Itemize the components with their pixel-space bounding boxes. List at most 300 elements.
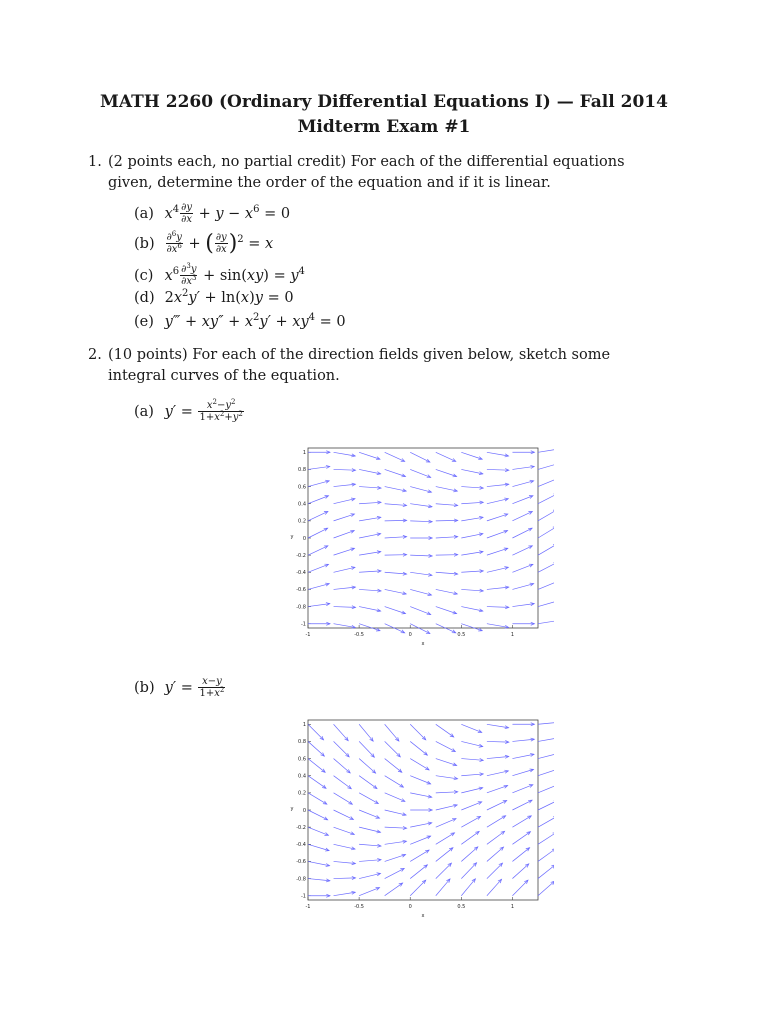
direction-arrow	[512, 769, 533, 776]
arrow-shaft	[385, 776, 404, 787]
arrow-shaft	[436, 863, 452, 878]
direction-arrow	[538, 527, 554, 538]
arrow-shaft	[436, 805, 457, 810]
direction-arrow	[385, 759, 402, 773]
direction-arrow	[308, 583, 329, 589]
direction-arrow	[538, 784, 554, 792]
arrow-shaft	[410, 850, 429, 861]
arrow-shaft	[436, 819, 456, 828]
direction-arrow	[385, 868, 405, 878]
arrow-head	[451, 833, 455, 836]
direction-arrow	[308, 724, 324, 740]
arrow-shaft	[512, 832, 530, 845]
direction-arrow	[308, 776, 326, 789]
arrow-shaft	[538, 738, 554, 742]
direction-arrow	[436, 469, 457, 476]
direction-arrow	[512, 564, 533, 572]
direction-arrow	[538, 581, 554, 589]
arrow-shaft	[512, 880, 528, 896]
arrow-shaft	[538, 865, 554, 879]
x-tick-label: 1	[510, 904, 515, 910]
direction-arrow	[385, 519, 407, 522]
y-tick-label: 0.6	[298, 484, 306, 491]
exam-title: MATH 2260 (Ordinary Differential Equations I) — Fall 2014	[100, 92, 668, 112]
direction-arrow	[538, 881, 554, 896]
direction-arrow	[436, 776, 458, 780]
direction-arrow	[385, 826, 407, 829]
arrow-shaft	[538, 881, 554, 896]
arrow-shaft	[385, 537, 407, 538]
y-tick-label: -0.6	[296, 859, 306, 866]
arrow-shaft	[410, 741, 427, 755]
direction-arrow	[410, 759, 429, 770]
arrow-shaft	[334, 759, 351, 773]
arrow-shaft	[487, 879, 502, 895]
q2-part-a-label: (a)	[134, 403, 154, 420]
direction-arrow	[334, 741, 350, 756]
direction-arrow	[436, 833, 455, 844]
arrow-shaft	[334, 844, 355, 849]
arrow-shaft	[308, 759, 325, 773]
direction-arrow	[487, 785, 508, 793]
arrow-shaft	[308, 511, 328, 520]
direction-arrow	[410, 504, 432, 508]
q1-part-e-equation: y‴ + $xy'' + x^2y' + xy^4 = 0$	[164, 312, 346, 330]
x-tick-label: 0	[408, 632, 412, 638]
direction-arrow	[436, 863, 452, 878]
direction-arrow	[410, 487, 431, 493]
arrow-head	[348, 801, 352, 804]
y-axis-label: y	[290, 806, 294, 812]
y-tick-label: 0.6	[298, 756, 306, 763]
arrow-shaft	[487, 863, 503, 878]
x-tick-label: 0.5	[457, 632, 466, 638]
arrow-shaft	[512, 528, 532, 538]
direction-arrow	[359, 570, 381, 573]
arrow-shaft	[410, 504, 432, 507]
direction-arrow	[410, 536, 432, 539]
direction-arrow	[461, 831, 479, 844]
arrow-shaft	[538, 620, 554, 623]
direction-arrow	[410, 589, 431, 595]
y-tick-label: 0	[302, 535, 306, 542]
arrow-shaft	[334, 607, 356, 608]
direction-arrow	[538, 544, 554, 555]
direction-arrow	[359, 551, 381, 555]
direction-arrow	[512, 480, 533, 486]
arrow-shaft	[538, 722, 554, 724]
direction-arrow	[461, 624, 482, 631]
arrow-shaft	[538, 544, 554, 555]
direction-arrow	[410, 572, 432, 576]
direction-arrow	[538, 448, 554, 452]
arrow-shaft	[461, 847, 478, 862]
direction-arrow	[359, 533, 381, 538]
direction-arrow	[512, 528, 532, 538]
direction-arrow	[538, 478, 554, 486]
x-tick-label: -1	[305, 904, 311, 910]
y-tick-label: 0	[302, 807, 306, 814]
arrow-shaft	[487, 499, 508, 504]
direction-arrow	[385, 504, 407, 507]
x-tick-label: 0.5	[457, 904, 466, 910]
direction-arrow	[461, 879, 475, 896]
direction-arrow	[538, 619, 554, 623]
direction-arrow	[308, 511, 328, 520]
arrow-shaft	[487, 786, 508, 793]
arrow-shaft	[334, 793, 353, 804]
direction-arrow	[308, 827, 328, 835]
direction-arrow	[461, 847, 478, 862]
x-tick-label: -1	[305, 632, 311, 638]
direction-arrow	[512, 583, 533, 589]
arrow-shaft	[436, 537, 458, 538]
arrow-shaft	[487, 514, 508, 521]
direction-arrow	[410, 607, 430, 615]
arrow-shaft	[538, 478, 554, 486]
direction-arrow	[538, 865, 554, 879]
direction-arrow	[308, 861, 330, 866]
direction-arrow	[538, 721, 554, 724]
arrow-shaft	[359, 810, 379, 818]
direction-arrow	[308, 564, 329, 572]
direction-arrow	[359, 873, 380, 879]
direction-arrow	[308, 465, 330, 469]
arrow-shaft	[334, 499, 355, 504]
direction-arrow	[512, 603, 534, 607]
direction-arrow	[538, 510, 554, 521]
arrow-shaft	[359, 741, 374, 757]
arrow-shaft	[385, 607, 406, 614]
arrow-shaft	[461, 879, 475, 896]
direction-arrow	[359, 887, 379, 895]
arrow-shaft	[512, 816, 531, 827]
arrow-shaft	[359, 624, 380, 631]
direction-arrow	[308, 844, 329, 851]
arrow-shaft	[385, 793, 405, 802]
y-tick-label: 0.4	[298, 773, 306, 780]
direction-arrow	[487, 755, 509, 758]
y-tick-label: 0.8	[298, 739, 306, 746]
arrow-shaft	[538, 832, 554, 844]
direction-arrow	[461, 724, 481, 732]
direction-arrow	[538, 463, 554, 470]
direction-arrow	[461, 773, 483, 776]
arrow-shaft	[308, 776, 326, 789]
direction-arrow	[436, 790, 458, 793]
arrow-shaft	[538, 753, 554, 758]
direction-arrow	[461, 741, 482, 747]
direction-arrow	[410, 880, 426, 896]
direction-arrow	[487, 831, 505, 844]
direction-arrow	[487, 452, 509, 457]
y-tick-label: 1	[302, 722, 306, 729]
arrow-shaft	[359, 724, 373, 741]
arrow-shaft	[308, 584, 329, 590]
arrow-shaft	[538, 494, 554, 504]
direction-arrow	[512, 546, 532, 555]
direction-arrow	[308, 793, 327, 804]
direction-arrow	[334, 844, 355, 850]
direction-arrow	[487, 800, 507, 810]
direction-arrow	[461, 551, 483, 555]
direction-arrow	[334, 776, 352, 789]
q1-part-b	[134, 232, 273, 255]
q1-part-b-equation: $\frac{\partial^6y}{\partial x^6}$ + ( $\frac{\partial y}{\partial x}$ )$^2$ = x	[166, 230, 274, 256]
direction-arrow	[487, 863, 503, 878]
arrow-shaft	[487, 567, 508, 572]
direction-arrow	[436, 535, 458, 538]
arrow-shaft	[308, 604, 330, 607]
arrow-shaft	[436, 452, 456, 461]
direction-arrow	[538, 600, 554, 607]
direction-arrow	[308, 741, 324, 756]
arrow-shaft	[410, 865, 427, 879]
q1-part-a-label: (a)	[134, 205, 154, 222]
arrow-shaft	[538, 785, 554, 793]
arrow-shaft	[410, 589, 431, 595]
x-axis-label: x	[421, 641, 425, 647]
y-tick-label: -0.4	[296, 570, 306, 577]
direction-arrow	[512, 738, 534, 741]
direction-arrow	[487, 847, 504, 861]
y-tick-label: -0.2	[296, 552, 306, 559]
arrow-shaft	[538, 800, 554, 810]
direction-arrow	[410, 520, 432, 523]
arrow-shaft	[359, 502, 381, 503]
question-1-number: 1.	[88, 154, 102, 170]
arrow-shaft	[538, 449, 554, 452]
direction-arrow	[461, 816, 480, 827]
arrow-shaft	[512, 511, 532, 520]
direction-arrow	[359, 827, 380, 833]
q1-part-b-label: (b)	[134, 235, 155, 252]
arrow-shaft	[487, 771, 508, 776]
arrow-shaft	[385, 759, 402, 773]
arrow-shaft	[461, 624, 482, 631]
direction-arrow	[538, 753, 554, 759]
arrow-shaft	[385, 452, 405, 461]
direction-arrow	[385, 810, 406, 816]
arrow-shaft	[538, 849, 554, 862]
direction-arrow	[487, 514, 508, 521]
arrow-shaft	[308, 466, 330, 469]
arrow-shaft	[538, 463, 554, 469]
y-tick-label: 0.2	[298, 790, 306, 797]
direction-arrow	[385, 776, 404, 787]
direction-arrow	[410, 469, 430, 477]
arrow-shaft	[410, 572, 432, 575]
arrow-shaft	[461, 788, 482, 793]
arrow-shaft	[436, 607, 457, 614]
y-tick-label: -1	[301, 621, 306, 628]
direction-arrow	[461, 758, 483, 761]
arrow-head	[502, 816, 506, 819]
arrow-shaft	[436, 724, 454, 737]
direction-arrow	[359, 858, 381, 861]
direction-arrow	[334, 861, 356, 864]
direction-arrow	[334, 724, 349, 740]
y-tick-label: -0.4	[296, 842, 306, 849]
x-axis-label: x	[421, 913, 425, 919]
direction-arrow	[385, 553, 407, 556]
direction-arrow	[512, 622, 534, 625]
arrow-shaft	[461, 741, 482, 746]
direction-arrow	[410, 452, 430, 462]
direction-arrow	[538, 832, 554, 844]
arrow-shaft	[538, 581, 554, 589]
arrow-shaft	[512, 800, 532, 810]
direction-arrow	[359, 589, 381, 592]
direction-arrow	[308, 759, 325, 773]
arrow-shaft	[308, 496, 329, 504]
direction-arrow	[334, 483, 356, 486]
direction-arrow	[334, 567, 355, 573]
arrow-shaft	[334, 741, 350, 756]
direction-arrow	[461, 452, 482, 459]
direction-arrow	[385, 793, 405, 802]
direction-arrow	[334, 498, 355, 504]
arrow-shaft	[436, 792, 458, 793]
arrow-shaft	[487, 800, 507, 810]
arrow-shaft	[461, 502, 483, 503]
arrow-shaft	[334, 776, 352, 789]
y-tick-label: -1	[301, 893, 306, 900]
arrow-shaft	[512, 604, 534, 607]
arrow-shaft	[410, 624, 430, 634]
arrow-shaft	[385, 741, 401, 756]
direction-arrow	[487, 483, 509, 486]
arrow-shaft	[512, 466, 534, 469]
direction-arrow	[385, 535, 407, 538]
arrow-shaft	[308, 481, 329, 487]
direction-arrow	[334, 759, 351, 773]
direction-arrow	[512, 451, 534, 454]
arrow-shaft	[334, 514, 355, 521]
direction-arrow	[436, 759, 457, 766]
direction-arrow	[385, 469, 406, 476]
direction-arrow	[334, 548, 355, 555]
direction-arrow	[308, 451, 330, 454]
direction-arrow	[487, 724, 509, 728]
arrow-shaft	[512, 481, 533, 487]
arrow-shaft	[461, 571, 483, 572]
direction-arrow	[410, 793, 432, 798]
arrow-shaft	[359, 793, 378, 804]
direction-arrow	[359, 516, 381, 520]
direction-arrow	[385, 883, 403, 896]
direction-field-plot-a	[284, 440, 554, 655]
direction-arrow	[410, 624, 430, 634]
direction-arrow	[334, 586, 356, 589]
arrow-shaft	[308, 741, 324, 756]
direction-arrow	[461, 787, 482, 793]
direction-arrow	[436, 741, 456, 751]
arrow-shaft	[410, 836, 430, 844]
arrow-shaft	[385, 841, 407, 844]
arrow-shaft	[410, 469, 430, 477]
arrow-shaft	[359, 888, 379, 896]
arrow-shaft	[538, 816, 554, 827]
direction-arrow	[359, 624, 380, 631]
direction-arrow	[512, 848, 529, 862]
direction-arrow	[487, 567, 508, 573]
direction-arrow	[385, 572, 407, 575]
direction-arrow	[487, 548, 508, 555]
arrow-shaft	[308, 546, 328, 555]
q1-part-d-label: (d)	[134, 290, 155, 306]
arrow-shaft	[538, 562, 554, 572]
arrow-shaft	[334, 567, 355, 572]
arrow-shaft	[410, 607, 430, 615]
direction-arrow	[436, 519, 458, 522]
direction-arrow	[436, 504, 458, 507]
arrow-shaft	[308, 724, 324, 740]
q1-part-a	[134, 202, 290, 225]
direction-arrow	[487, 879, 502, 895]
arrow-shaft	[334, 878, 356, 879]
arrow-shaft	[461, 802, 481, 810]
arrow-shaft	[512, 785, 532, 793]
direction-arrow	[359, 724, 373, 741]
direction-arrow	[436, 572, 458, 575]
arrow-shaft	[410, 759, 429, 770]
direction-field-plot-b	[284, 712, 554, 927]
direction-arrow	[461, 863, 476, 879]
arrow-shaft	[334, 531, 355, 538]
arrow-shaft	[308, 827, 328, 835]
q1-part-e-label: (e)	[134, 314, 154, 330]
arrow-shaft	[334, 724, 349, 740]
y-tick-label: 1	[302, 450, 306, 457]
direction-arrow	[308, 480, 329, 486]
arrow-shaft	[487, 847, 504, 861]
direction-arrow	[385, 607, 406, 614]
arrow-shaft	[436, 759, 457, 766]
direction-arrow	[385, 487, 407, 492]
direction-arrow	[385, 724, 399, 741]
direction-arrow	[308, 528, 328, 538]
direction-arrow	[436, 879, 450, 896]
direction-arrow	[385, 854, 406, 861]
direction-arrow	[538, 737, 554, 742]
direction-arrow	[359, 469, 381, 474]
direction-arrow	[308, 879, 330, 882]
arrow-shaft	[461, 816, 480, 827]
direction-arrow	[359, 759, 376, 774]
y-tick-label: 0.8	[298, 467, 306, 474]
arrow-shaft	[512, 546, 532, 555]
direction-arrow	[461, 802, 481, 810]
direction-arrow	[410, 554, 432, 557]
arrow-shaft	[359, 827, 380, 832]
arrow-shaft	[385, 827, 407, 828]
direction-arrow	[461, 607, 483, 612]
y-tick-label: -0.8	[296, 604, 306, 611]
y-tick-label: 0.4	[298, 501, 306, 508]
direction-arrow	[436, 724, 454, 737]
direction-arrow	[385, 589, 407, 594]
direction-arrow	[359, 486, 381, 489]
q1-part-d	[134, 290, 294, 306]
direction-arrow	[512, 465, 534, 469]
arrow-shaft	[538, 527, 554, 538]
question-2-text: (10 points) For each of the direction fields given below, sketch some integral curves of the equation.	[108, 347, 611, 384]
direction-arrow	[487, 530, 508, 538]
direction-arrow	[436, 589, 458, 594]
arrow-shaft	[385, 855, 406, 862]
direction-arrow	[512, 864, 528, 879]
